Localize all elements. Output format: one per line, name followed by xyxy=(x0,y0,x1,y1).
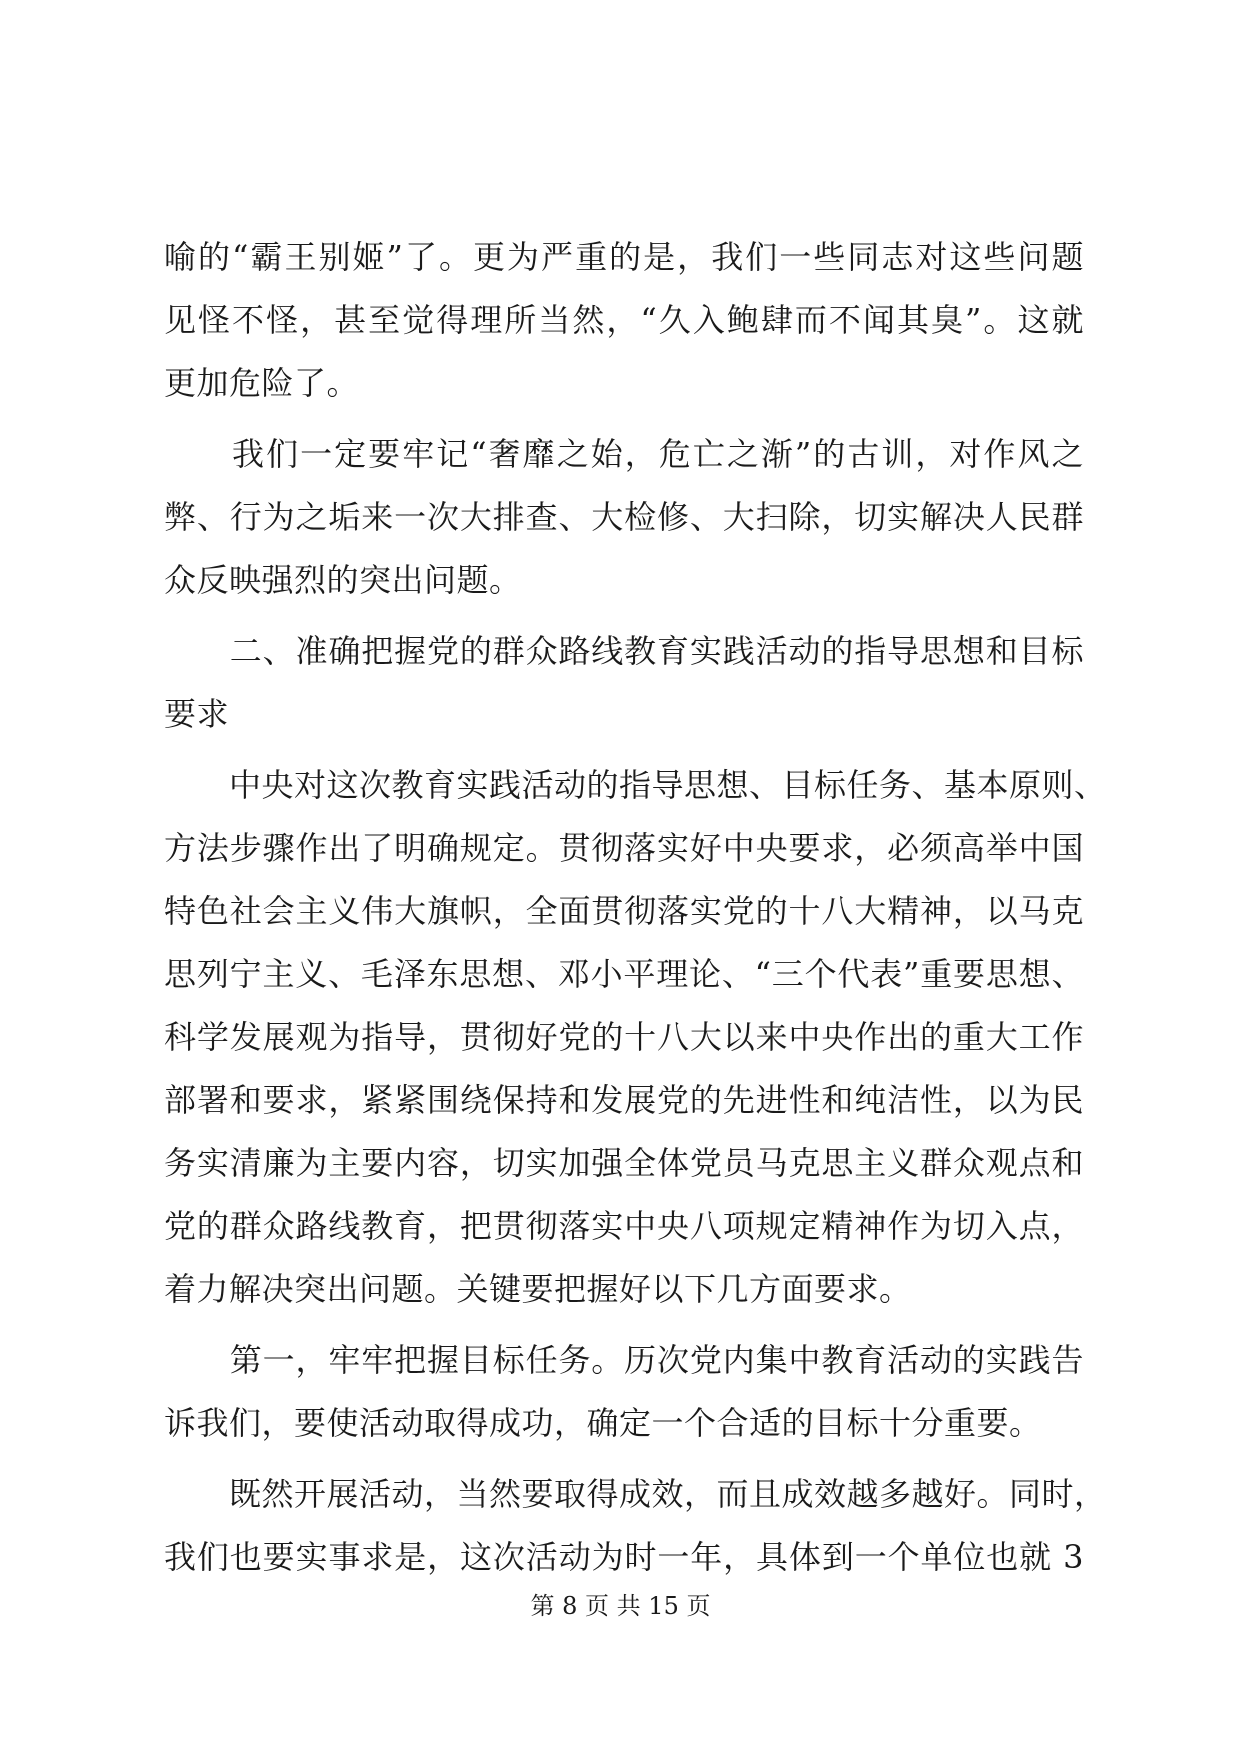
text-line: 着力解决突出问题。关键要把握好以下几方面要求。 xyxy=(164,1270,912,1308)
text-line: 特色社会主义伟大旗帜，全面贯彻落实党的十八大精神，以马克 xyxy=(164,892,1084,930)
text-line: 科学发展观为指导，贯彻好党的十八大以来中央作出的重大工作 xyxy=(164,1018,1084,1056)
page-number-footer: 第 8 页 共 15 页 xyxy=(530,1592,711,1620)
text-line: 中央对这次教育实践活动的指导思想、目标任务、基本原则、 xyxy=(164,766,1107,804)
text-line: 务实清廉为主要内容，切实加强全体党员马克思主义群众观点和 xyxy=(164,1144,1084,1182)
text-line: 第一，牢牢把握目标任务。历次党内集中教育活动的实践告 xyxy=(164,1341,1084,1379)
text-line: 弊、行为之垢来一次大排查、大检修、大扫除，切实解决人民群 xyxy=(164,498,1084,536)
text-line: 更加危险了。 xyxy=(164,364,360,402)
text-line: 喻的“霸王别姬”了。更为严重的是，我们一些同志对这些问题 xyxy=(164,238,1084,276)
text-line: 部署和要求，紧紧围绕保持和发展党的先进性和纯洁性，以为民 xyxy=(164,1081,1084,1119)
section-heading-line: 要求 xyxy=(164,695,230,733)
text-line: 众反映强烈的突出问题。 xyxy=(164,561,522,599)
text-line: 见怪不怪，甚至觉得理所当然，“久入鲍肆而不闻其臭”。这就 xyxy=(164,301,1084,339)
text-line: 既然开展活动，当然要取得成效，而且成效越多越好。同时， xyxy=(164,1475,1107,1513)
section-heading-line: 二、准确把握党的群众路线教育实践活动的指导思想和目标 xyxy=(164,632,1084,670)
text-line: 方法步骤作出了明确规定。贯彻落实好中央要求，必须高举中国 xyxy=(164,829,1084,867)
text-line: 诉我们，要使活动取得成功，确定一个合适的目标十分重要。 xyxy=(164,1404,1042,1442)
document-body xyxy=(164,226,1107,1589)
text-line: 我们一定要牢记“奢靡之始，危亡之渐”的古训，对作风之 xyxy=(164,435,1084,473)
text-line: 思列宁主义、毛泽东思想、邓小平理论、“三个代表”重要思想、 xyxy=(164,955,1084,993)
text-line: 党的群众路线教育，把贯彻落实中央八项规定精神作为切入点， xyxy=(164,1207,1084,1245)
text-line: 我们也要实事求是，这次活动为时一年，具体到一个单位也就 3 xyxy=(164,1538,1084,1576)
